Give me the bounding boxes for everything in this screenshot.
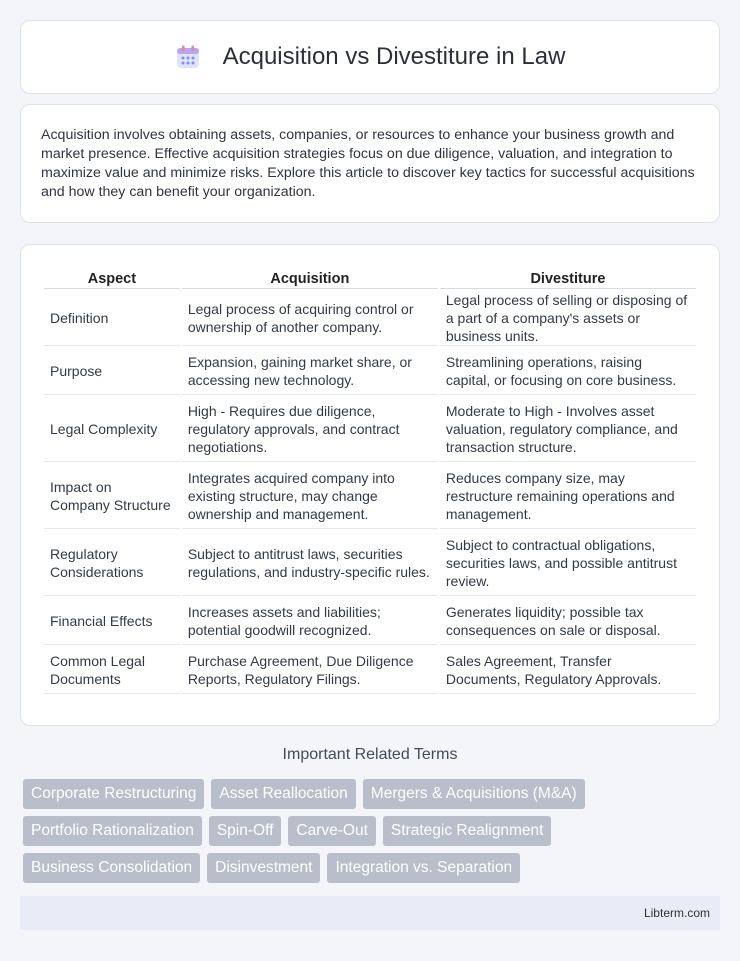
footer bbox=[20, 896, 720, 930]
related-term-tag[interactable]: Portfolio Rationalization bbox=[23, 816, 202, 846]
table-cell-acquisition: Purchase Agreement, Due Diligence Reports, Regulatory Filings. bbox=[182, 647, 438, 694]
table-cell-aspect: Purpose bbox=[44, 348, 180, 395]
table-cell-acquisition: Expansion, gaining market share, or accessing new technology. bbox=[182, 348, 438, 395]
table-cell-acquisition: Increases assets and liabilities; potential goodwill recognized. bbox=[182, 598, 438, 645]
table-cell-divestiture: Generates liquidity; possible tax consequences on sale or disposal. bbox=[440, 598, 696, 645]
related-term-tag[interactable]: Corporate Restructuring bbox=[23, 779, 204, 809]
table-cell-divestiture: Streamlining operations, raising capital, or focusing on core business. bbox=[440, 348, 696, 395]
table-row bbox=[44, 348, 696, 395]
related-term-tag[interactable]: Asset Reallocation bbox=[211, 779, 355, 809]
related-term-tag[interactable]: Strategic Realignment bbox=[383, 816, 552, 846]
table-row bbox=[44, 291, 696, 346]
footer-site-link[interactable]: Libterm.com bbox=[643, 906, 710, 920]
table-cell-divestiture: Sales Agreement, Transfer Documents, Regulatory Approvals. bbox=[440, 647, 696, 694]
table-cell-aspect: Definition bbox=[44, 291, 180, 346]
related-terms-title: Important Related Terms bbox=[282, 746, 458, 763]
table-cell-aspect: Regulatory Considerations bbox=[44, 531, 180, 596]
column-header-aspect: Aspect bbox=[44, 266, 180, 289]
related-terms-list bbox=[23, 779, 717, 883]
table-row bbox=[44, 598, 696, 645]
table-row bbox=[44, 531, 696, 596]
related-term-tag[interactable]: Spin-Off bbox=[209, 816, 282, 846]
table-row bbox=[44, 397, 696, 462]
related-term-tag[interactable]: Business Consolidation bbox=[23, 853, 200, 883]
table-cell-acquisition: Subject to antitrust laws, securities regulations, and industry-specific rules. bbox=[182, 531, 438, 596]
table-cell-aspect: Legal Complexity bbox=[44, 397, 180, 462]
table-cell-divestiture: Moderate to High - Involves asset valuation, regulatory compliance, and transaction structure. bbox=[440, 397, 696, 462]
comparison-table-card bbox=[20, 244, 720, 726]
column-header-divestiture: Divestiture bbox=[440, 266, 696, 289]
related-term-tag[interactable]: Mergers & Acquisitions (M&A) bbox=[363, 779, 585, 809]
related-term-tag[interactable]: Disinvestment bbox=[207, 853, 320, 883]
table-cell-aspect: Financial Effects bbox=[44, 598, 180, 645]
table-cell-acquisition: Legal process of acquiring control or ownership of another company. bbox=[182, 291, 438, 346]
table-row bbox=[44, 464, 696, 529]
column-header-acquisition: Acquisition bbox=[182, 266, 438, 289]
table-row bbox=[44, 647, 696, 694]
related-term-tag[interactable]: Integration vs. Separation bbox=[327, 853, 520, 883]
table-cell-aspect: Impact on Company Structure bbox=[44, 464, 180, 529]
table-cell-divestiture: Reduces company size, may restructure remaining operations and management. bbox=[440, 464, 696, 529]
table-header-row bbox=[44, 266, 696, 289]
header-card bbox=[20, 20, 720, 94]
calendar-icon bbox=[175, 44, 201, 70]
intro-text: Acquisition involves obtaining assets, companies, or resources to enhance your business growth and market presence. Effective acquisition strategies focus on due diligence, valuation, and integration to maximize value and minimize risks. Explore this article to discover key tactics for successful acquisitions and how they can benefit your organization. bbox=[41, 127, 695, 200]
page-title: Acquisition vs Divestiture in Law bbox=[222, 43, 566, 70]
table-cell-aspect: Common Legal Documents bbox=[44, 647, 180, 694]
related-term-tag[interactable]: Carve-Out bbox=[288, 816, 376, 846]
intro-card bbox=[20, 104, 720, 223]
comparison-table bbox=[42, 264, 698, 696]
table-cell-acquisition: High - Requires due diligence, regulatory approvals, and contract negotiations. bbox=[182, 397, 438, 462]
table-cell-divestiture: Legal process of selling or disposing of a part of a company's assets or business units. bbox=[440, 291, 696, 346]
table-cell-acquisition: Integrates acquired company into existing structure, may change ownership and management. bbox=[182, 464, 438, 529]
table-cell-divestiture: Subject to contractual obligations, securities laws, and possible antitrust review. bbox=[440, 531, 696, 596]
